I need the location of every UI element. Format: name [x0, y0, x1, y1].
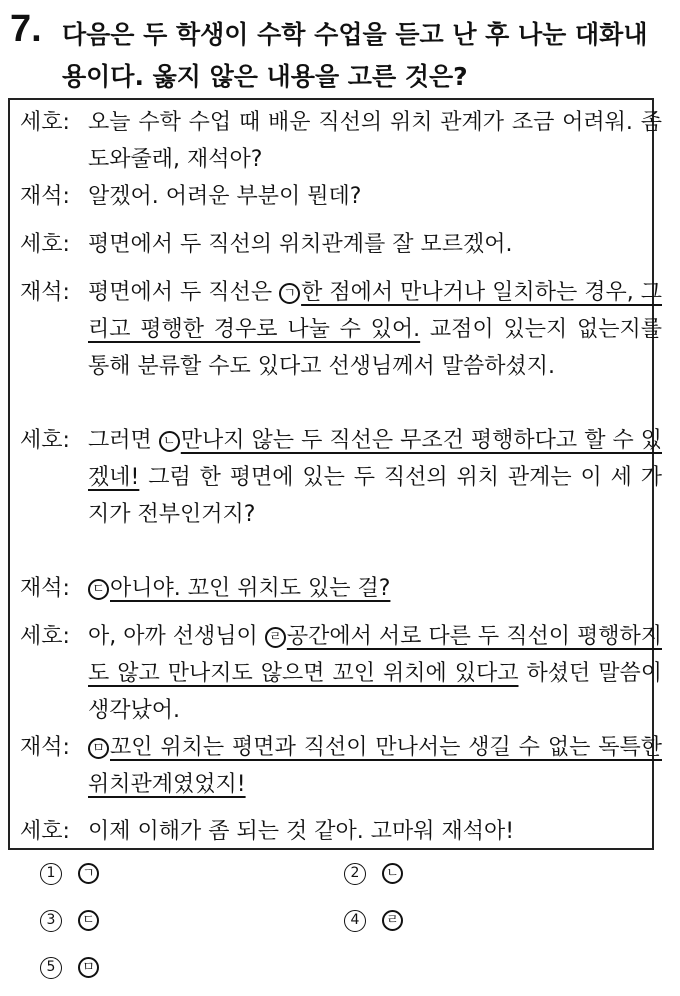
utterance: [88, 729, 662, 803]
dialogue-turn: [20, 104, 662, 178]
utterance-text: 오늘 수학 수업 때 배운 직선의 위치 관계가 조금 어려워. 좀 도와줄래, 재석아?: [88, 110, 662, 172]
utterance: [88, 178, 662, 215]
choice-number: 5: [40, 957, 62, 979]
dialogue-turn: [20, 274, 662, 385]
speaker-label: 재석:: [20, 576, 70, 601]
utterance: [88, 618, 662, 729]
utterance: [88, 570, 662, 607]
question-stem: 다음은 두 학생이 수학 수업을 듣고 난 후 나눈 대화내용이다. 옳지 않은 내용을 고른 것은?: [62, 20, 648, 91]
choice-number: 2: [344, 863, 366, 885]
speaker-label: 세호:: [20, 819, 70, 844]
speaker-label: 세호:: [20, 232, 70, 257]
choice-number: 1: [40, 863, 62, 885]
speaker-label: 세호:: [20, 428, 70, 453]
speaker-label: 재석:: [20, 280, 70, 305]
choice-label: ㄷ: [78, 910, 99, 931]
utterance-text: 아, 아까 선생님이: [88, 624, 265, 649]
statement-marker: ㄹ: [265, 627, 286, 648]
choice-label: ㄴ: [382, 863, 403, 884]
underlined-statement: ㄴ 만나지 않는 두 직선은 무조건 평행하다고 할 수 있겠네!: [88, 428, 662, 490]
choice-label: ㄱ: [78, 863, 99, 884]
underlined-statement: ㄷ 아니야. 꼬인 위치도 있는 걸?: [88, 576, 390, 601]
choice-number: 3: [40, 910, 62, 932]
dialogue-turn: [20, 570, 662, 607]
utterance: [88, 274, 662, 385]
dialogue-turn: [20, 618, 662, 729]
utterance-text: 평면에서 두 직선의 위치관계를 잘 모르겠어.: [88, 232, 513, 257]
utterance: [88, 813, 662, 850]
utterance-text: 이제 이해가 좀 되는 것 같아. 고마워 재석아!: [88, 819, 515, 844]
question-number: 7.: [10, 8, 42, 50]
dialogue-turn: [20, 813, 662, 850]
answer-choice[interactable]: [344, 905, 404, 935]
utterance: [88, 422, 662, 533]
choice-number: 4: [344, 910, 366, 932]
speaker-label: 세호:: [20, 110, 70, 135]
speaker-label: 재석:: [20, 735, 70, 760]
dialogue-turn: [20, 729, 662, 803]
speaker-label: 재석:: [20, 184, 70, 209]
utterance-text: 평면에서 두 직선은: [88, 280, 280, 305]
answer-choice[interactable]: [40, 952, 100, 982]
choice-label: ㄹ: [382, 910, 403, 931]
statement-marker: ㄴ: [159, 431, 180, 452]
dialogue-turn: [20, 178, 662, 215]
answer-choice[interactable]: [40, 858, 100, 888]
utterance: [88, 226, 662, 263]
answer-choice[interactable]: [40, 905, 100, 935]
utterance-text: 하셨던 말씀이 생각났어.: [88, 661, 662, 723]
dialogue-turn: [20, 422, 662, 533]
underlined-statement: ㄱ 한 점에서 만나거나 일치하는 경우, 그리고 평행한 경우로 나눌 수 있어.: [88, 280, 662, 342]
utterance-text: 그러면: [88, 428, 159, 453]
statement-marker: ㄱ: [279, 283, 300, 304]
statement-marker: ㅁ: [88, 738, 109, 759]
choice-label: ㅁ: [78, 957, 99, 978]
underlined-statement: ㄹ 공간에서 서로 다른 두 직선이 평행하지도 않고 만나지도 않으면 꼬인 위치에 있다고: [88, 624, 662, 686]
underlined-statement: ㅁ 꼬인 위치는 평면과 직선이 만나서는 생길 수 없는 독특한 위치관계였었지!: [88, 735, 662, 797]
utterance-text: 그럼 한 평면에 있는 두 직선의 위치 관계는 이 세 가지가 전부인거지?: [88, 465, 662, 527]
utterance: [88, 104, 662, 178]
dialogue-turn: [20, 226, 662, 263]
speaker-label: 세호:: [20, 624, 70, 649]
answer-choice[interactable]: [344, 858, 404, 888]
utterance-text: 알겠어. 어려운 부분이 뭔데?: [88, 184, 362, 209]
statement-marker: ㄷ: [88, 579, 109, 600]
utterance-text: 교점이 있는지 없는지를 통해 분류할 수도 있다고 선생님께서 말씀하셨지.: [88, 317, 662, 379]
